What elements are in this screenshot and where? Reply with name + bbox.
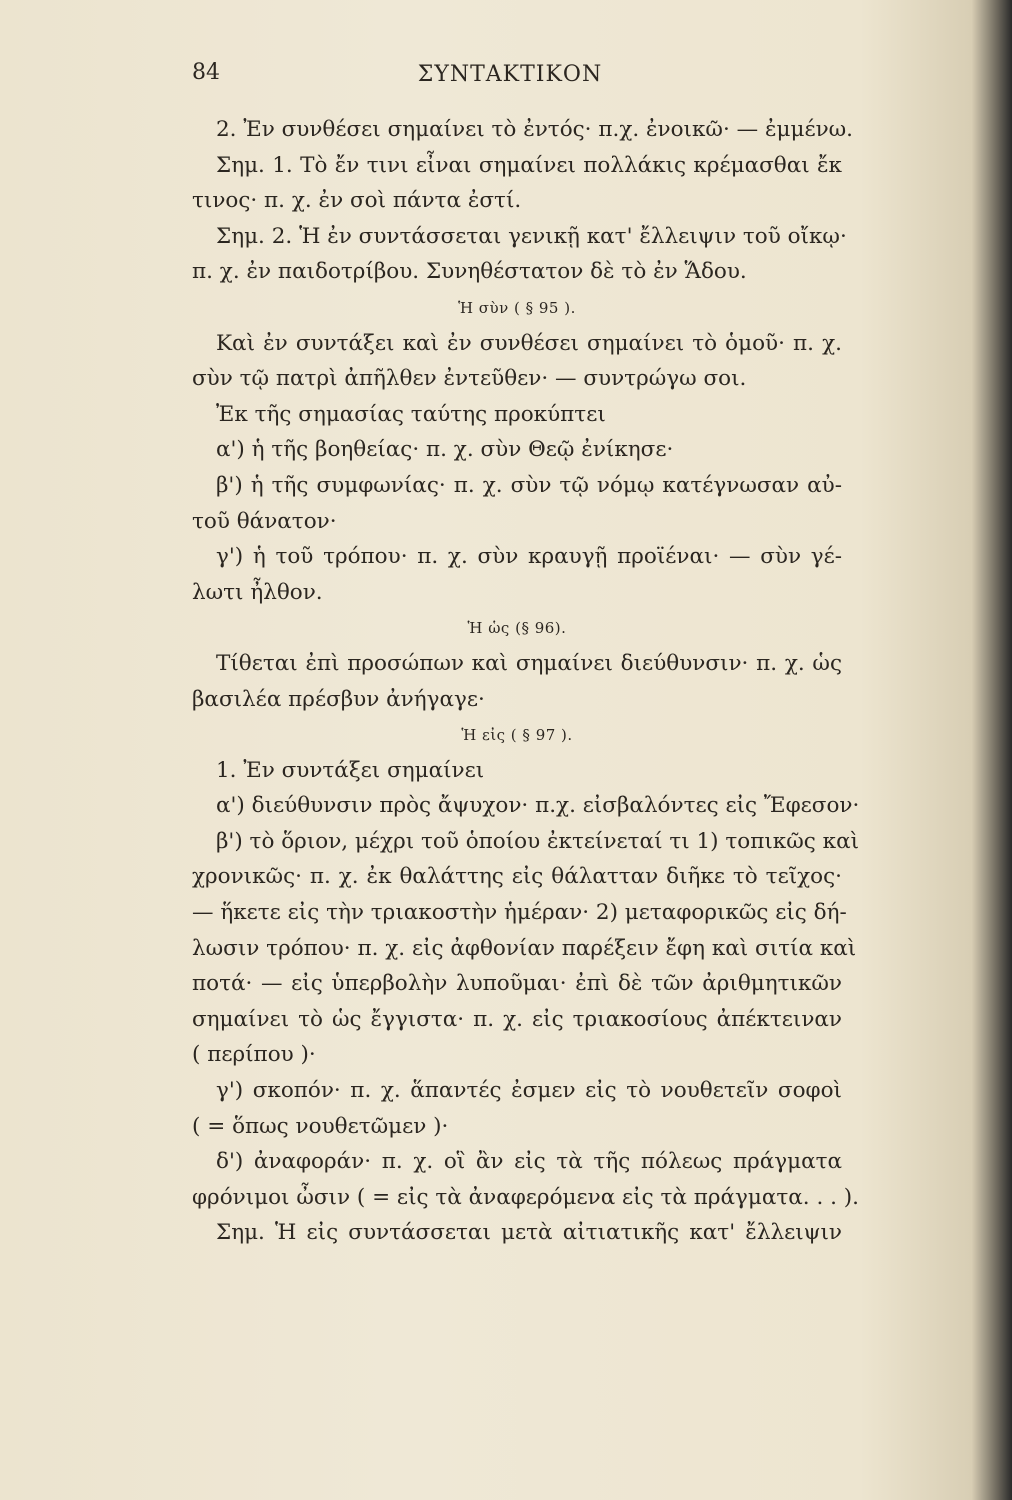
text-line: σημαίνει τὸ ὡς ἔγγιστα· π. χ. εἰς τριακοσίους ἀπέκτειναν	[192, 1006, 842, 1032]
text-line: Σημ. 2. Ἡ ἐν συντάσσεται γενικῇ κατ' ἔλλειψιν τοῦ οἴκῳ·	[216, 223, 847, 249]
text-line: — ἥκετε εἰς τὴν τριακοστὴν ἡμέραν· 2) μεταφορικῶς εἰς δή-	[192, 900, 847, 926]
text-line: 1. Ἐν συντάξει σημαίνει	[216, 757, 485, 783]
text-line: β') ἡ τῆς συμφωνίας· π. χ. σὺν τῷ νόμῳ κατέγνωσαν αὐ-	[216, 472, 842, 498]
text-line: Σημ. 1. Τὸ ἔν τινι εἶναι σημαίνει πολλάκις κρέμασθαι ἔκ	[216, 152, 842, 178]
text-line: σὺν τῷ πατρὶ ἀπῆλθεν ἐντεῦθεν· — συντρώγω σοι.	[192, 366, 747, 392]
text-line: φρόνιμοι ὦσιν ( = εἰς τὰ ἀναφερόμενα εἰς τὰ πράγματα. . . ).	[192, 1184, 860, 1210]
text-line: χρονικῶς· π. χ. ἐκ θαλάττης εἰς θάλατταν διῆκε τὸ τεῖχος·	[192, 864, 842, 890]
text-line: ποτά· — εἰς ὑπερβολὴν λυποῦμαι· ἐπὶ δὲ τῶν ἀριθμητικῶν	[192, 971, 842, 997]
text-line: α') διεύθυνσιν πρὸς ἄψυχον· π.χ. εἰσβαλόντες εἰς Ἔφεσον·	[216, 793, 860, 819]
text-line: Τίθεται ἐπὶ προσώπων καὶ σημαίνει διεύθυνσιν· π. χ. ὡς	[216, 650, 842, 676]
text-line: Καὶ ἐν συντάξει καὶ ἐν συνθέσει σημαίνει τὸ ὁμοῦ· π. χ.	[216, 330, 842, 356]
section-heading: Ἡ σὺν ( § 95 ).	[458, 298, 576, 317]
text-line: ( = ὅπως νουθετῶμεν )·	[192, 1113, 449, 1139]
text-line: π. χ. ἐν παιδοτρίβου. Συνηθέστατον δὲ τὸ ἐν Ἅδου.	[192, 259, 747, 285]
running-head: ΣΥΝΤΑΚΤΙΚΟΝ	[417, 62, 603, 87]
text-line: τινος· π. χ. ἐν σοὶ πάντα ἐστί.	[192, 188, 522, 214]
text-line: βασιλέα πρέσβυν ἀνήγαγε·	[192, 686, 485, 712]
section-heading: Ἡ ὡς (§ 96).	[467, 619, 567, 638]
text-line: ( περίπου )·	[192, 1042, 316, 1068]
section-heading: Ἡ εἰς ( § 97 ).	[461, 726, 573, 745]
text-line: τοῦ θάνατον·	[192, 508, 337, 534]
text-line: β') τὸ ὅριον, μέχρι τοῦ ὁποίου ἐκτείνεταί τι 1) τοπικῶς καὶ	[216, 828, 860, 854]
text-line: δ') ἀναφοράν· π. χ. οἳ ἂν εἰς τὰ τῆς πόλεως πράγματα	[216, 1149, 842, 1175]
text-line: λωσιν τρόπου· π. χ. εἰς ἀφθονίαν παρέξειν ἔφη καὶ σιτία καὶ	[192, 935, 857, 961]
body-text	[192, 112, 860, 1251]
text-line: γ') σκοπόν· π. χ. ἅπαντές ἐσμεν εἰς τὸ νουθετεῖν σοφοὶ	[216, 1078, 842, 1104]
page-number: 84	[192, 60, 220, 85]
text-line: Ἐκ τῆς σημασίας ταύτης προκύπτει	[216, 401, 606, 427]
text-line: α') ἡ τῆς βοηθείας· π. χ. σὺν Θεῷ ἐνίκησε·	[216, 437, 674, 463]
text-line: γ') ἡ τοῦ τρόπου· π. χ. σὺν κραυγῇ προϊέναι· — σὺν γέ-	[216, 544, 842, 570]
text-line: λωτι ἦλθον.	[192, 579, 323, 605]
text-line: 2. Ἐν συνθέσει σημαίνει τὸ ἐντός· π.χ. ἐνοικῶ· — ἐμμένω.	[216, 117, 854, 142]
text-line: Σημ. Ἡ εἰς συντάσσεται μετὰ αἰτιατικῆς κατ' ἔλλειψιν	[216, 1220, 842, 1246]
